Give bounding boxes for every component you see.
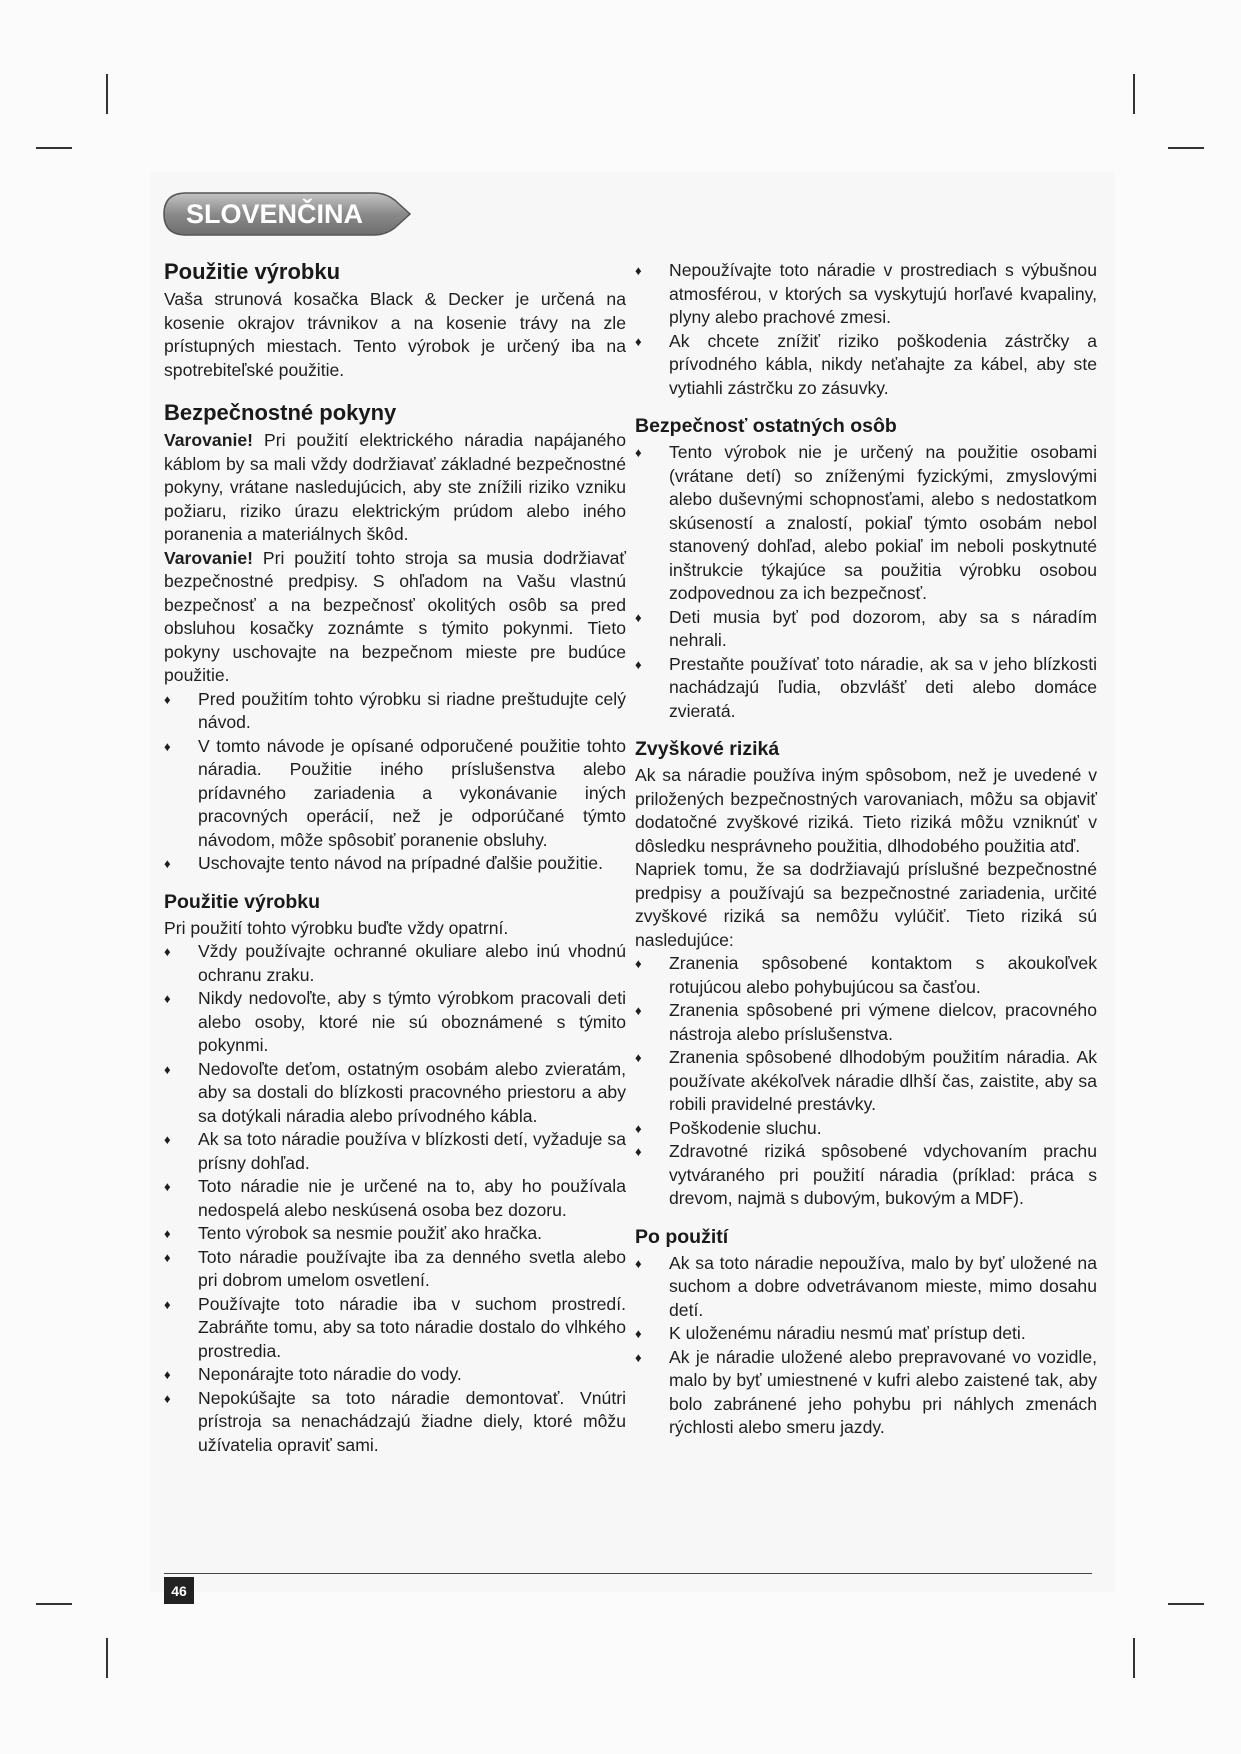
left-column bbox=[164, 259, 626, 1457]
bullet-list bbox=[164, 688, 626, 876]
crop-mark bbox=[1133, 1638, 1135, 1678]
page-number: 46 bbox=[164, 1577, 194, 1604]
list-item: ♦ Deti musia byť pod dozorom, aby sa s náradím nehrali. bbox=[635, 606, 1097, 653]
list-item: ♦ Zranenia spôsobené pri výmene dielcov, pracovného nástroja alebo príslušenstva. bbox=[635, 999, 1097, 1046]
list-item: ♦ Zranenia spôsobené kontaktom s akoukoľvek rotujúcou alebo pohybujúcou sa časťou. bbox=[635, 952, 1097, 999]
bullet-list bbox=[635, 441, 1097, 723]
crop-mark bbox=[36, 1603, 72, 1605]
bullet-list bbox=[164, 940, 626, 1457]
crop-mark bbox=[1168, 147, 1204, 149]
list-item: ♦ Ak chcete znížiť riziko poškodenia zástrčky a prívodného kábla, nikdy neťahajte za kábel, aby ste vytiahli zástrčku zo zásuvky. bbox=[635, 330, 1097, 401]
list-item: ♦ Nikdy nedovoľte, aby s týmto výrobkom pracovali deti alebo osoby, ktoré nie sú oboznámené s týmito pokynmi. bbox=[164, 987, 626, 1058]
list-item: ♦ Prestaňte používať toto náradie, ak sa v jeho blízkosti nachádzajú ľudia, obzvlášť deti alebo domáce zvieratá. bbox=[635, 653, 1097, 724]
language-tab-label: SLOVENČINA bbox=[186, 199, 364, 229]
section-heading-safety: Bezpečnostné pokyny bbox=[164, 400, 397, 425]
warning-text: Pri použití tohto stroja sa musia dodržiavať bezpečnostné predpisy. S ohľadom na Vašu vlastnú bezpečnosť a na bezpečnosť okolitých osôb sa pred obsluhou kosačky zoznámte s týmito pokynmi. Tieto pokyny uschovajte na bezpečnom mieste pre budúce použitie. bbox=[164, 547, 626, 685]
crop-mark bbox=[106, 1638, 108, 1678]
list-item: ♦ Zdravotné riziká spôsobené vdychovaním prachu vytváraného pri použití náradia (príklad: práca s drevom, najmä s dubovým, bukovým a MDF). bbox=[635, 1140, 1097, 1211]
footer-rule bbox=[164, 1573, 1092, 1574]
crop-mark bbox=[106, 74, 108, 114]
warning-paragraph bbox=[164, 547, 626, 688]
section-heading-others-safety: Bezpečnosť ostatných osôb bbox=[635, 415, 897, 437]
warning-text: Pri použití elektrického náradia napájaného káblom by sa mali vždy dodržiavať základné bezpečnostné pokyny, vrátane nasledujúcich, aby ste znížili riziko vzniku požiaru, riziko úrazu elektrickým prúdom alebo iného poranenia a materiálnych škôd. bbox=[164, 430, 626, 544]
list-item: ♦ Tento výrobok nie je určený na použitie osobami (vrátane detí) so zníženými fyzickými, zmyslovými alebo duševnými schopnosťami, alebo s nedostatkom skúseností a znalostí, pokiaľ týmto osobám nebol stanovený dohľad, alebo pokiaľ im neboli poskytnuté inštrukcie týkajúce sa použitia výrobku osobou zodpovednou za ich bezpečnosť. bbox=[635, 441, 1097, 606]
section-heading-residual-risks: Zvyškové riziká bbox=[635, 738, 780, 760]
crop-mark bbox=[1168, 1603, 1204, 1605]
list-item: ♦ Toto náradie používajte iba za denného svetla alebo pri dobrom umelom osvetlení. bbox=[164, 1246, 626, 1293]
crop-mark bbox=[36, 147, 72, 149]
residual-risks-text: Ak sa náradie používa iným spôsobom, než je uvedené v priložených bezpečnostných varovaniach, môžu sa objaviť dodatočné zvyškové riziká. Tieto riziká môžu vzniknúť v dôsledku nesprávneho použitia, dlhodobého použitia atď. bbox=[635, 765, 1097, 856]
list-item: ♦ Ak je náradie uložené alebo prepravované vo vozidle, malo by byť umiestnené v kufri alebo zaistené tak, aby bolo zabránené jeho pohybu pri náhlych zmenách rýchlosti alebo smeru jazdy. bbox=[635, 1346, 1097, 1440]
language-tab bbox=[162, 190, 412, 238]
list-item: ♦ Pred použitím tohto výrobku si riadne preštudujte celý návod. bbox=[164, 688, 626, 735]
bullet-list bbox=[635, 952, 1097, 1211]
list-item: ♦ Poškodenie sluchu. bbox=[635, 1117, 1097, 1141]
list-item: ♦ Ak sa toto náradie nepoužíva, malo by byť uložené na suchom a dobre odvetrávanom mieste, mimo dosahu detí. bbox=[635, 1252, 1097, 1323]
bullet-list bbox=[635, 1252, 1097, 1440]
intro-text: Pri použití tohto výrobku buďte vždy opatrní. bbox=[164, 917, 509, 938]
section-heading-product-use-2: Použitie výrobku bbox=[164, 890, 321, 913]
list-item: ♦ Nedovoľte deťom, ostatným osobám alebo zvieratám, aby sa dostali do blízkosti pracovného priestoru a aby sa dotýkali náradia alebo prívodného kábla. bbox=[164, 1058, 626, 1129]
list-item: ♦ Uschovajte tento návod na prípadné ďalšie použitie. bbox=[164, 852, 626, 876]
residual-risks-text: Napriek tomu, že sa dodržiavajú príslušné bezpečnostné predpisy a používajú sa bezpečnostné zariadenia, určité zvyškové riziká sa nemôžu vylúčiť. Tieto riziká sú nasledujúce: bbox=[635, 859, 1097, 950]
warning-label: Varovanie! bbox=[164, 430, 253, 450]
list-item: ♦ K uloženému náradiu nesmú mať prístup deti. bbox=[635, 1322, 1097, 1346]
warning-paragraph bbox=[164, 429, 626, 547]
list-item: ♦ Ak sa toto náradie používa v blízkosti detí, vyžaduje sa prísny dohľad. bbox=[164, 1128, 626, 1175]
section-heading-after-use: Po použití bbox=[635, 1225, 729, 1248]
bullet-list bbox=[635, 259, 1097, 400]
warning-label: Varovanie! bbox=[164, 547, 253, 568]
list-item: ♦ V tomto návode je opísané odporučené použitie tohto náradia. Použitie iného príslušenstva alebo prídavného zariadenia a vykonávanie iných pracovných operácií, než je odporúčané týmto návodom, môže spôsobiť poranenie obsluhy. bbox=[164, 735, 626, 853]
product-use-text: Vaša strunová kosačka Black & Decker je určená na kosenie okrajov trávnikov a na kosenie trávy na zle prístupných miestach. Tento výrobok je určený iba na spotrebiteľské použitie. bbox=[164, 289, 626, 380]
list-item: ♦ Používajte toto náradie iba v suchom prostredí. Zabráňte tomu, aby sa toto náradie dostalo do vlhkého prostredia. bbox=[164, 1293, 626, 1364]
list-item: ♦ Toto náradie nie je určené na to, aby ho používala nedospelá alebo neskúsená osoba bez dozoru. bbox=[164, 1175, 626, 1222]
list-item: ♦ Nepokúšajte sa toto náradie demontovať. Vnútri prístroja sa nenachádzajú žiadne diely, ktoré môžu užívatelia opraviť sami. bbox=[164, 1387, 626, 1458]
right-column bbox=[635, 259, 1097, 1440]
list-item: ♦ Vždy používajte ochranné okuliare alebo inú vhodnú ochranu zraku. bbox=[164, 940, 626, 987]
list-item: ♦ Tento výrobok sa nesmie použiť ako hračka. bbox=[164, 1222, 626, 1246]
section-heading-product-use: Použitie výrobku bbox=[164, 259, 341, 284]
crop-mark bbox=[1133, 74, 1135, 114]
list-item: ♦ Neponárajte toto náradie do vody. bbox=[164, 1363, 626, 1387]
list-item: ♦ Zranenia spôsobené dlhodobým použitím náradia. Ak používate akékoľvek náradie dlhší čas, zaistite, aby sa robili pravidelné prestávky. bbox=[635, 1046, 1097, 1117]
list-item: ♦ Nepoužívajte toto náradie v prostrediach s výbušnou atmosférou, v ktorých sa vyskytujú horľavé kvapaliny, plyny alebo prachové zmesi. bbox=[635, 259, 1097, 330]
